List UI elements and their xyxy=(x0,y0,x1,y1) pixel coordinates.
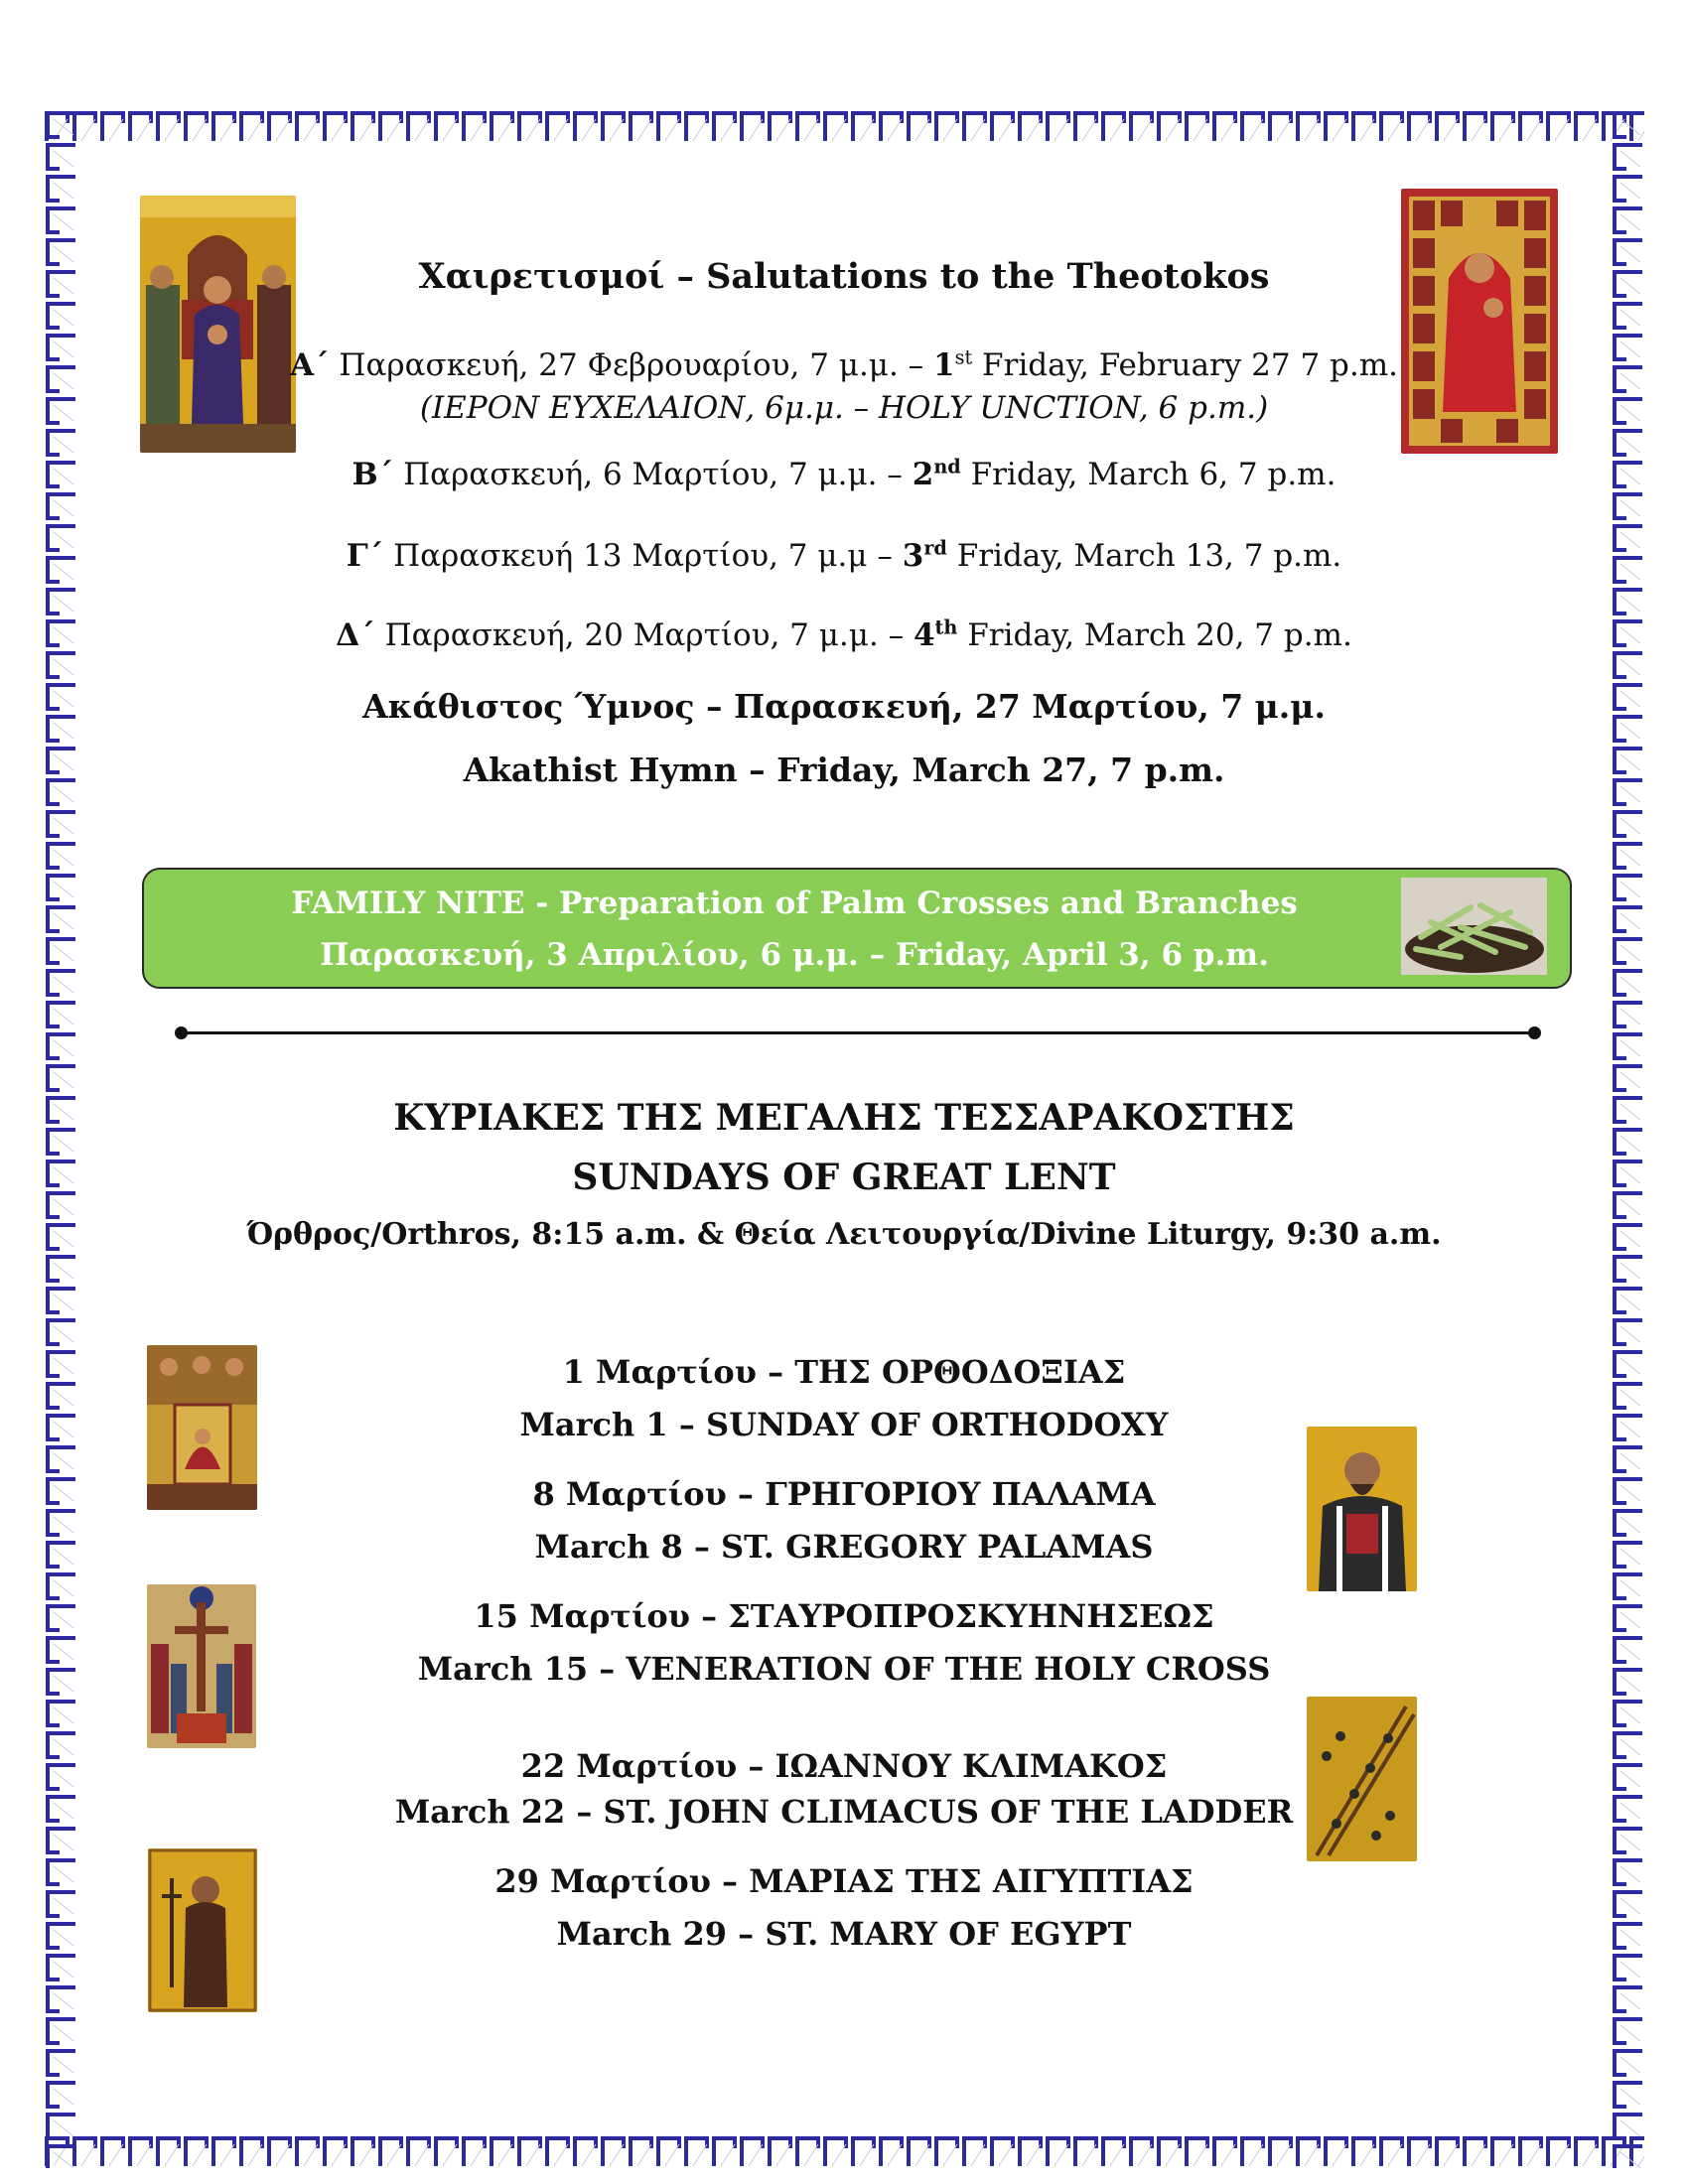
akathist-english: Akathist Hymn – Friday, March 27, 7 p.m. xyxy=(463,751,1225,789)
fourth-friday-ordinal: Δ΄ xyxy=(336,617,375,653)
akathist-greek: Ακάθιστος Ύμνος – Παρασκευή, 27 Μαρτίου, 7 μ.μ. xyxy=(362,687,1326,726)
second-friday-english: Friday, March 6, 7 p.m. xyxy=(960,457,1336,492)
sunday-3-greek: 15 Μαρτίου – ΣΤΑΥΡΟΠΡΟΣΚΥΗΝΗΣΕΩΣ xyxy=(474,1597,1214,1635)
fourth-friday-english: Friday, March 20, 7 p.m. xyxy=(957,617,1352,653)
sunday-4-greek: 22 Μαρτίου – ΙΩΑΝΝΟΥ ΚΛΙΜΑΚΟΣ xyxy=(520,1747,1168,1785)
fourth-friday-suffix: th xyxy=(934,615,958,639)
third-friday-num: 3 xyxy=(902,538,924,574)
second-friday-num: 2 xyxy=(912,457,934,492)
sunday-2-greek: 8 Μαρτίου – ΓΡΗΓΟΡΙΟΥ ΠΑΛΑΜΑ xyxy=(532,1475,1156,1513)
service-schedule: Όρθρος/Orthros, 8:15 a.m. & Θεία Λειτουργία/Divine Liturgy, 9:30 a.m. xyxy=(246,1217,1442,1252)
first-friday-suffix: st xyxy=(954,345,973,369)
first-friday-greek: Παρασκευή, 27 Φεβρουαρίου, 7 μ.μ. – xyxy=(329,347,934,383)
first-friday-num: 1 xyxy=(933,347,955,383)
fourth-friday-line xyxy=(0,617,1688,653)
section-divider xyxy=(181,1031,1535,1034)
divider-dot-right xyxy=(1528,1026,1541,1039)
third-friday-suffix: rd xyxy=(923,536,947,560)
orthodoxy-icon xyxy=(147,1345,257,1510)
fourth-friday-num: 4 xyxy=(913,617,935,653)
second-friday-suffix: nd xyxy=(933,455,961,478)
great-lent-english-title: SUNDAYS OF GREAT LENT xyxy=(572,1157,1116,1198)
first-friday-ordinal: Α΄ xyxy=(290,347,330,383)
second-friday-line xyxy=(0,457,1688,492)
salutations-title: Χαιρετισμοί – Salutations to the Theotokos xyxy=(418,256,1270,297)
gregory-palamas-icon xyxy=(1307,1427,1417,1591)
second-friday-greek: Παρασκευή, 6 Μαρτίου, 7 μ.μ. – xyxy=(393,457,913,492)
divider-dot-left xyxy=(175,1026,188,1039)
holy-cross-icon xyxy=(147,1584,256,1748)
greek-key-border-top xyxy=(44,109,1644,143)
holy-unction-note: (ΙΕΡΟΝ ΕΥΧΕΛΑΙΟΝ, 6μ.μ. – HOLY UNCTION, 6 p.m.) xyxy=(419,390,1269,426)
second-friday-ordinal: Β΄ xyxy=(352,457,394,492)
great-lent-greek-title: ΚΥΡΙΑΚΕΣ ΤΗΣ ΜΕΓΑΛΗΣ ΤΕΣΣΑΡΑΚΟΣΤΗΣ xyxy=(393,1097,1295,1139)
family-nite-date: Παρασκευή, 3 Απριλίου, 6 μ.μ. – Friday, April 3, 6 p.m. xyxy=(320,937,1269,973)
third-friday-english: Friday, March 13, 7 p.m. xyxy=(946,538,1342,574)
mary-of-egypt-icon xyxy=(148,1848,257,2012)
sunday-5-greek: 29 Μαρτίου – ΜΑΡΙΑΣ ΤΗΣ ΑΙΓΥΠΤΙΑΣ xyxy=(494,1862,1194,1900)
sunday-3-english: March 15 – VENERATION OF THE HOLY CROSS xyxy=(417,1650,1271,1688)
sunday-2-english: March 8 – ST. GREGORY PALAMAS xyxy=(534,1528,1154,1566)
sunday-4-english: March 22 – ST. JOHN CLIMACUS OF THE LADDER xyxy=(394,1793,1294,1831)
palm-branches-photo xyxy=(1401,878,1547,975)
third-friday-line xyxy=(0,538,1688,574)
first-friday-english: Friday, February 27 7 p.m. xyxy=(972,347,1398,383)
third-friday-greek: Παρασκευή 13 Μαρτίου, 7 μ.μ – xyxy=(383,538,903,574)
fourth-friday-greek: Παρασκευή, 20 Μαρτίου, 7 μ.μ. – xyxy=(374,617,914,653)
family-nite-banner xyxy=(142,868,1572,989)
sunday-1-english: March 1 – SUNDAY OF ORTHODOXY xyxy=(519,1406,1169,1443)
third-friday-ordinal: Γ΄ xyxy=(346,538,384,574)
ladder-icon xyxy=(1307,1697,1417,1861)
first-friday-line xyxy=(0,347,1688,383)
greek-key-border-bottom xyxy=(44,2134,1644,2168)
family-nite-title: FAMILY NITE - Preparation of Palm Crosses and Branches xyxy=(291,886,1298,921)
sunday-1-greek: 1 Μαρτίου – ΤΗΣ ΟΡΘΟΔΟΞΙΑΣ xyxy=(562,1353,1126,1391)
sunday-5-english: March 29 – ST. MARY OF EGYPT xyxy=(556,1915,1132,1953)
